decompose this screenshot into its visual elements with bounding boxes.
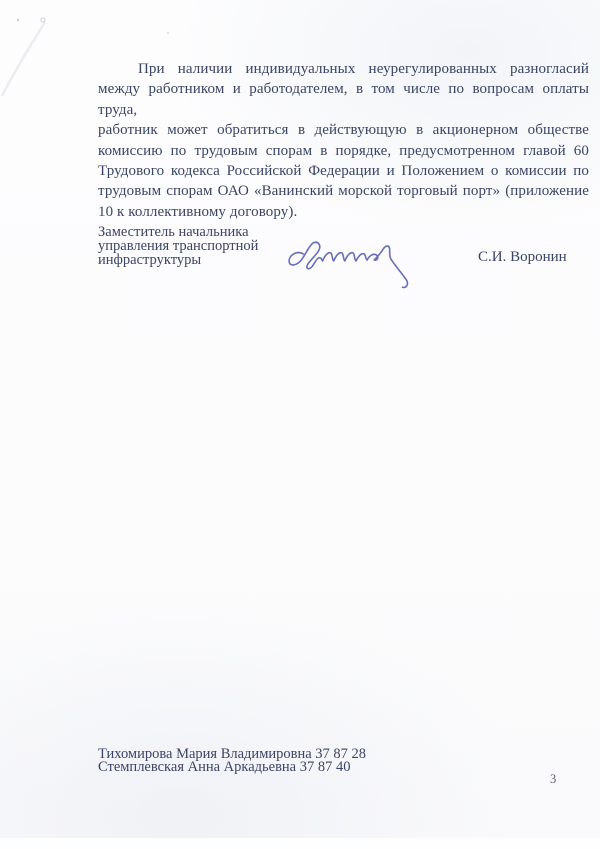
paragraph-line: трудовым спорам ОАО «Ванинский морской торговый порт» (приложение (98, 183, 589, 200)
paragraph-line: работник может обратиться в действующую в акционерном обществе (98, 122, 589, 139)
paragraph-line: между работником и работодателем, в том числе по вопросам оплаты труда, (98, 81, 589, 118)
paragraph-line: При наличии индивидуальных неурегулированных разногласий (138, 61, 589, 77)
scan-bottom-edge (0, 838, 600, 849)
scan-crease-artifact (2, 22, 45, 96)
body-paragraph (98, 59, 589, 222)
signer-job-title-line: Заместитель начальника (98, 224, 249, 240)
paragraph-line: 10 к коллективному договору). (98, 203, 298, 220)
contact-line: Тихомирова Мария Владимировна 37 87 28 (98, 746, 367, 762)
signer-job-title-line: управления транспортной (98, 237, 259, 254)
handwritten-signature-icon (275, 231, 437, 293)
signer-job-title-line: инфраструктуры (98, 251, 202, 268)
paragraph-line: комиссию по трудовым спорам в порядке, предусмотренном главой 60 (98, 142, 589, 159)
page-number: 3 (550, 772, 557, 786)
signer-name: С.И. Воронин (478, 249, 567, 265)
paragraph-line: Трудового кодекса Российской Федерации и Положением о комиссии по (98, 163, 589, 180)
contact-persons (98, 748, 518, 775)
scan-speck (167, 32, 169, 34)
contact-line: Стемплевская Анна Аркадьевна 37 87 40 (98, 759, 351, 776)
scan-speck (17, 19, 19, 21)
scan-speck (41, 18, 45, 22)
